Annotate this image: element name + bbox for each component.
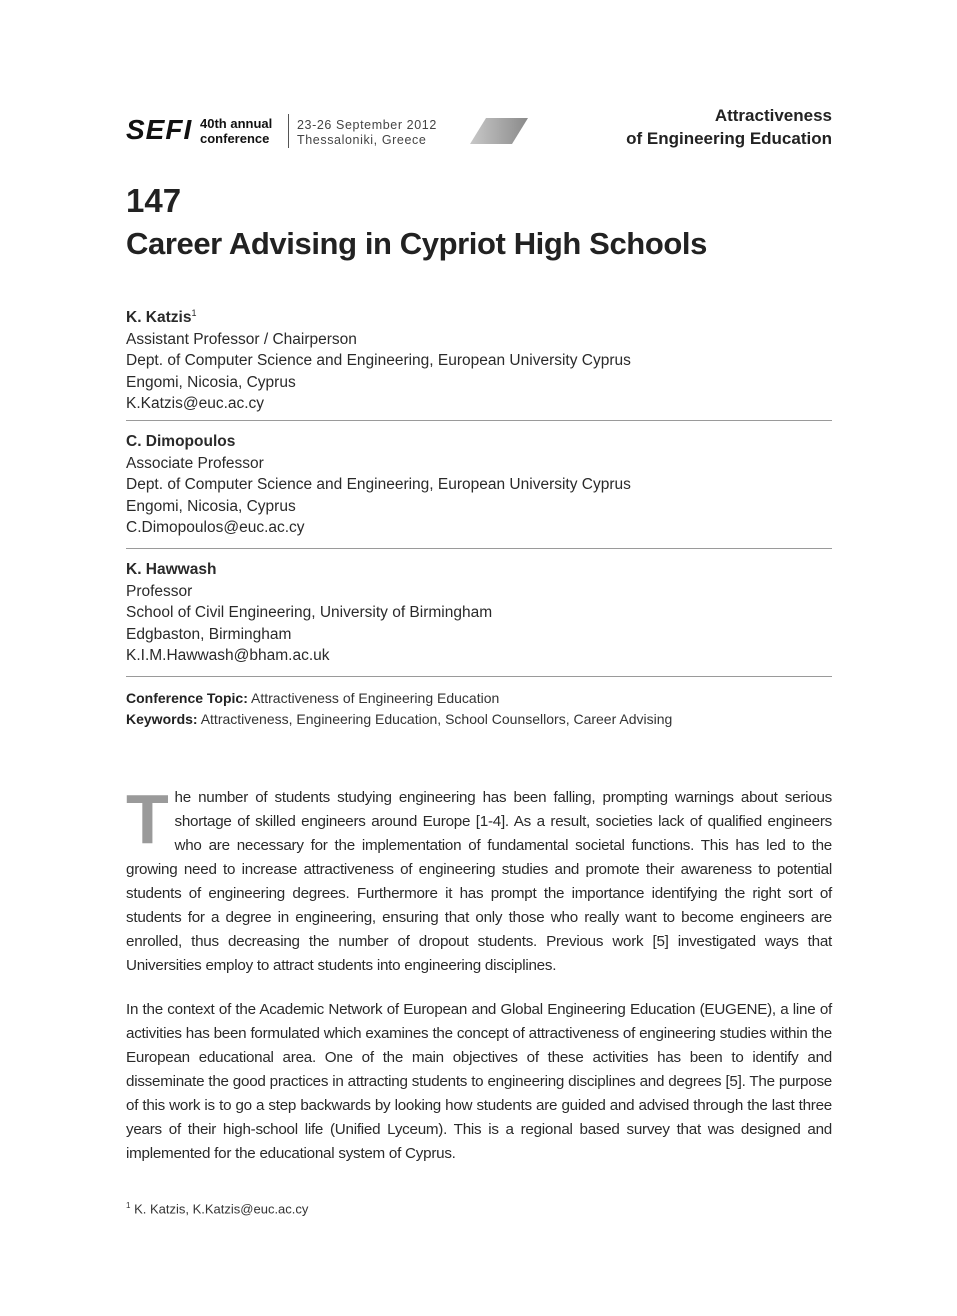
paper-title: Career Advising in Cypriot High Schools bbox=[126, 226, 707, 261]
conference-location: Thessaloniki, Greece bbox=[297, 133, 427, 147]
page-header bbox=[126, 104, 832, 156]
conference-dates: 23-26 September 2012 bbox=[297, 118, 437, 132]
conference-label bbox=[200, 116, 272, 146]
conference-line-1: 40th annual bbox=[200, 116, 273, 131]
author-department: Dept. of Computer Science and Engineering, European University Cyprus bbox=[126, 476, 631, 493]
section-topic-title bbox=[626, 104, 832, 150]
author-divider bbox=[126, 548, 832, 549]
paragraph-1-text: he number of students studying engineering has been falling, prompting warnings about serious shortage of skilled engineers around Europe [1-4]. As a result, societies lack of qualified engineers who are necessary for the implementation of fundamental societal functions. This has led to the growing need to increase attractiveness of engineering studies and promote their awareness to potential students of engineering degrees. Furthermore it has prompt the importance identifying the right sort of students for a degree in engineering, ensuring that only those who really want to become engineers are enrolled, thus decreasing the number of dropout students. Previous work [5] investigated ways that Universities employ to attract students into engineering disciplines. bbox=[126, 789, 832, 974]
author-role: Assistant Professor / Chairperson bbox=[126, 330, 357, 348]
footnote bbox=[126, 1197, 308, 1218]
conference-line-2: conference bbox=[200, 131, 270, 146]
author-location: Edgbaston, Birmingham bbox=[126, 625, 292, 643]
author-name-line bbox=[126, 303, 832, 329]
topic-title-line-2: of Engineering Education bbox=[626, 129, 832, 148]
body-paragraph-2 bbox=[126, 998, 832, 1166]
author-divider bbox=[126, 676, 832, 677]
author-location: Engomi, Nicosia, Cyprus bbox=[126, 373, 296, 391]
author-role: Professor bbox=[126, 582, 193, 600]
conference-topic-line bbox=[126, 688, 832, 709]
author-name: C. Dimopoulos bbox=[126, 433, 236, 450]
footnote-text: K. Katzis, K.Katzis@euc.ac.cy bbox=[134, 1201, 309, 1217]
header-divider bbox=[288, 114, 289, 148]
drop-cap: T bbox=[126, 780, 169, 858]
footnote-mark: 1 bbox=[191, 308, 197, 318]
author-email[interactable]: K.Katzis@euc.ac.cy bbox=[126, 395, 265, 413]
conference-date-location bbox=[297, 118, 437, 148]
author-location: Engomi, Nicosia, Cyprus bbox=[126, 497, 296, 515]
author-email[interactable]: K.I.M.Hawwash@bham.ac.uk bbox=[126, 647, 330, 664]
paper-number: 147 bbox=[126, 182, 182, 219]
conference-topic-value: Attractiveness of Engineering Education bbox=[251, 690, 500, 706]
author-name: K. Katzis bbox=[126, 309, 192, 327]
author-block-2 bbox=[126, 431, 832, 539]
sefi-logo: SEFI bbox=[126, 114, 193, 145]
author-block-1 bbox=[126, 303, 832, 415]
author-name: K. Hawwash bbox=[126, 561, 217, 578]
parallelogram-decoration-icon bbox=[470, 118, 528, 144]
keywords-label: Keywords: bbox=[126, 711, 198, 727]
paragraph-2-text: In the context of the Academic Network of European and Global Engineering Education (EUGENE), a line of activities has been formulated which examines the concept of attractiveness of engineering studies within the European educational area. One of the main objectives of these activities has been to identify and disseminate the good practices in attracting students to engineering disciplines and degrees [5]. The purpose of this work is to go a step backwards by looking how students are guided and advised through the last three years of their high-school life (Unified Lyceum). This is a regional based survey that was designed and implemented for the educational system of Cyprus. bbox=[126, 1001, 832, 1162]
author-role: Associate Professor bbox=[126, 454, 264, 472]
conference-topic-label: Conference Topic: bbox=[126, 690, 248, 706]
author-department: School of Civil Engineering, University of Birmingham bbox=[126, 604, 493, 621]
author-email[interactable]: C.Dimopoulos@euc.ac.cy bbox=[126, 519, 305, 536]
footnote-number: 1 bbox=[126, 1201, 131, 1210]
topic-title-line-1: Attractiveness bbox=[714, 106, 832, 125]
author-block-3 bbox=[126, 559, 832, 667]
body-paragraph-1 bbox=[126, 780, 832, 978]
keywords-line bbox=[126, 709, 832, 730]
keywords-value: Attractiveness, Engineering Education, School Counsellors, Career Advising bbox=[200, 711, 673, 727]
author-divider bbox=[126, 420, 832, 421]
author-department: Dept. of Computer Science and Engineering, European University Cyprus bbox=[126, 352, 631, 370]
